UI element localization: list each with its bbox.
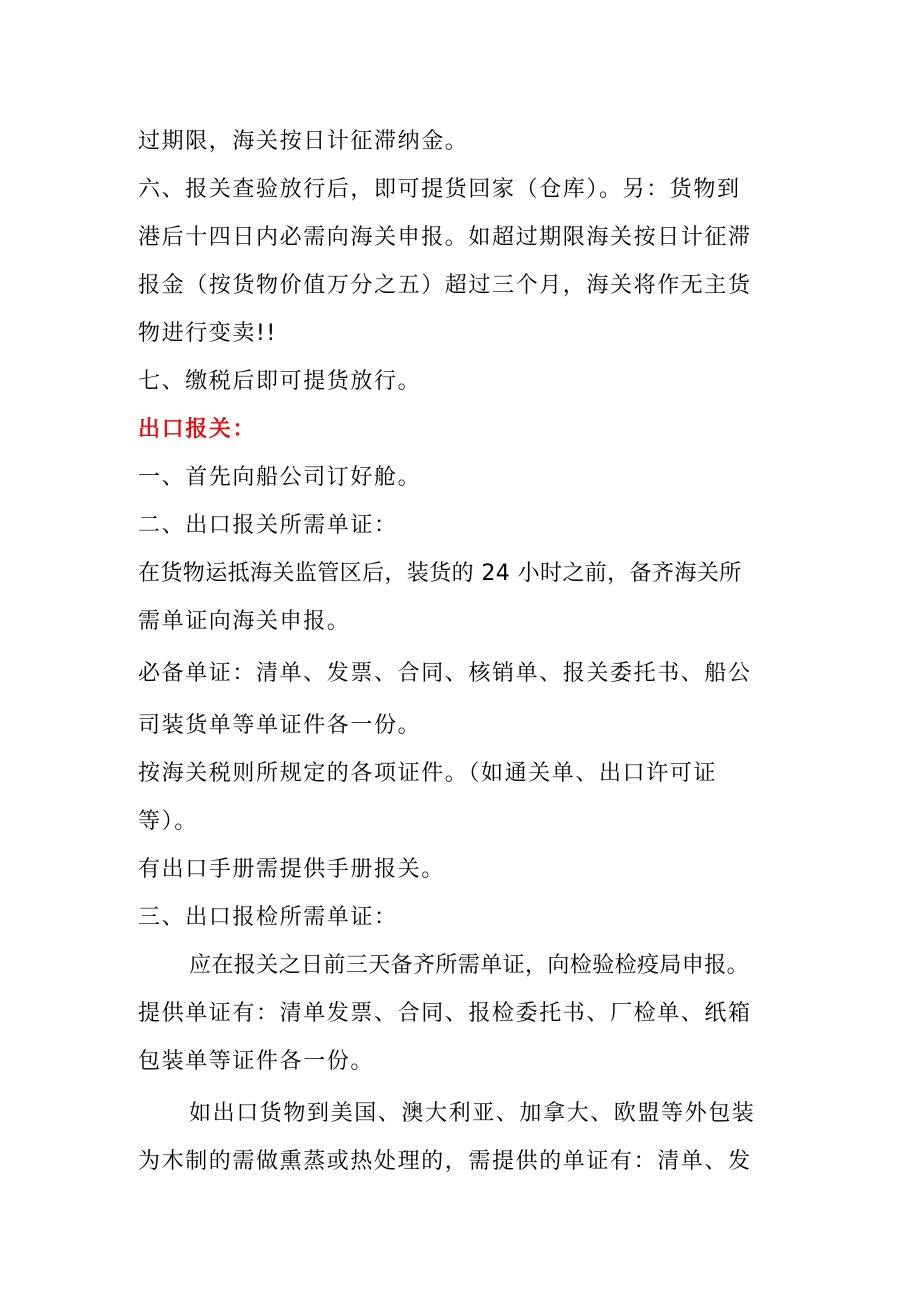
paragraph-line: 需单证向海关申报。 (138, 609, 351, 634)
paragraph-line: 过期限，海关按日计征滞纳金。 (138, 129, 469, 154)
paragraph-line: 七、缴税后即可提货放行。 (138, 369, 422, 394)
paragraph-line: 三、出口报检所需单证： (138, 905, 398, 930)
indented-paragraph-line: 如出口货物到美国、澳大利亚、加拿大、欧盟等外包装 (189, 1101, 756, 1126)
paragraph-line: 必备单证：清单、发票、合同、核销单、报关委托书、船公 (138, 661, 752, 686)
paragraph-line: 港后十四日内必需向海关申报。如超过期限海关按日计征滞 (138, 225, 752, 250)
document-body (138, 118, 798, 1186)
indented-paragraph-line: 应在报关之日前三天备齐所需单证，向检验检疫局申报。 (189, 953, 750, 978)
paragraph-line: 提供单证有：清单发票、合同、报检委托书、厂检单、纸箱 (138, 1001, 752, 1026)
paragraph-line: 报金（按货物价值万分之五）超过三个月，海关将作无主货 (138, 273, 752, 298)
paragraph-line: 等）。 (138, 809, 198, 834)
paragraph-line: 为木制的需做熏蒸或热处理的，需提供的单证有：清单、发 (138, 1149, 752, 1174)
paragraph-line: 有出口手册需提供手册报关。 (138, 857, 445, 882)
paragraph-line: 司装货单等单证件各一份。 (138, 713, 422, 738)
paragraph-line: 在货物运抵海关监管区后，装货的 24 小时之前，备齐海关所 (138, 561, 742, 586)
paragraph-line: 二、出口报关所需单证： (138, 513, 398, 538)
paragraph-line: 按海关税则所规定的各项证件。（如通关单、出口许可证 (138, 761, 718, 786)
paragraph-line: 一、首先向船公司订好舱。 (138, 465, 422, 490)
paragraph-line: 包装单等证件各一份。 (138, 1049, 375, 1074)
paragraph-line: 六、报关查验放行后，即可提货回家（仓库）。另：货物到 (138, 177, 741, 202)
paragraph-line: 物进行变卖!! (138, 321, 277, 346)
section-heading-export-customs: 出口报关： (138, 417, 257, 442)
